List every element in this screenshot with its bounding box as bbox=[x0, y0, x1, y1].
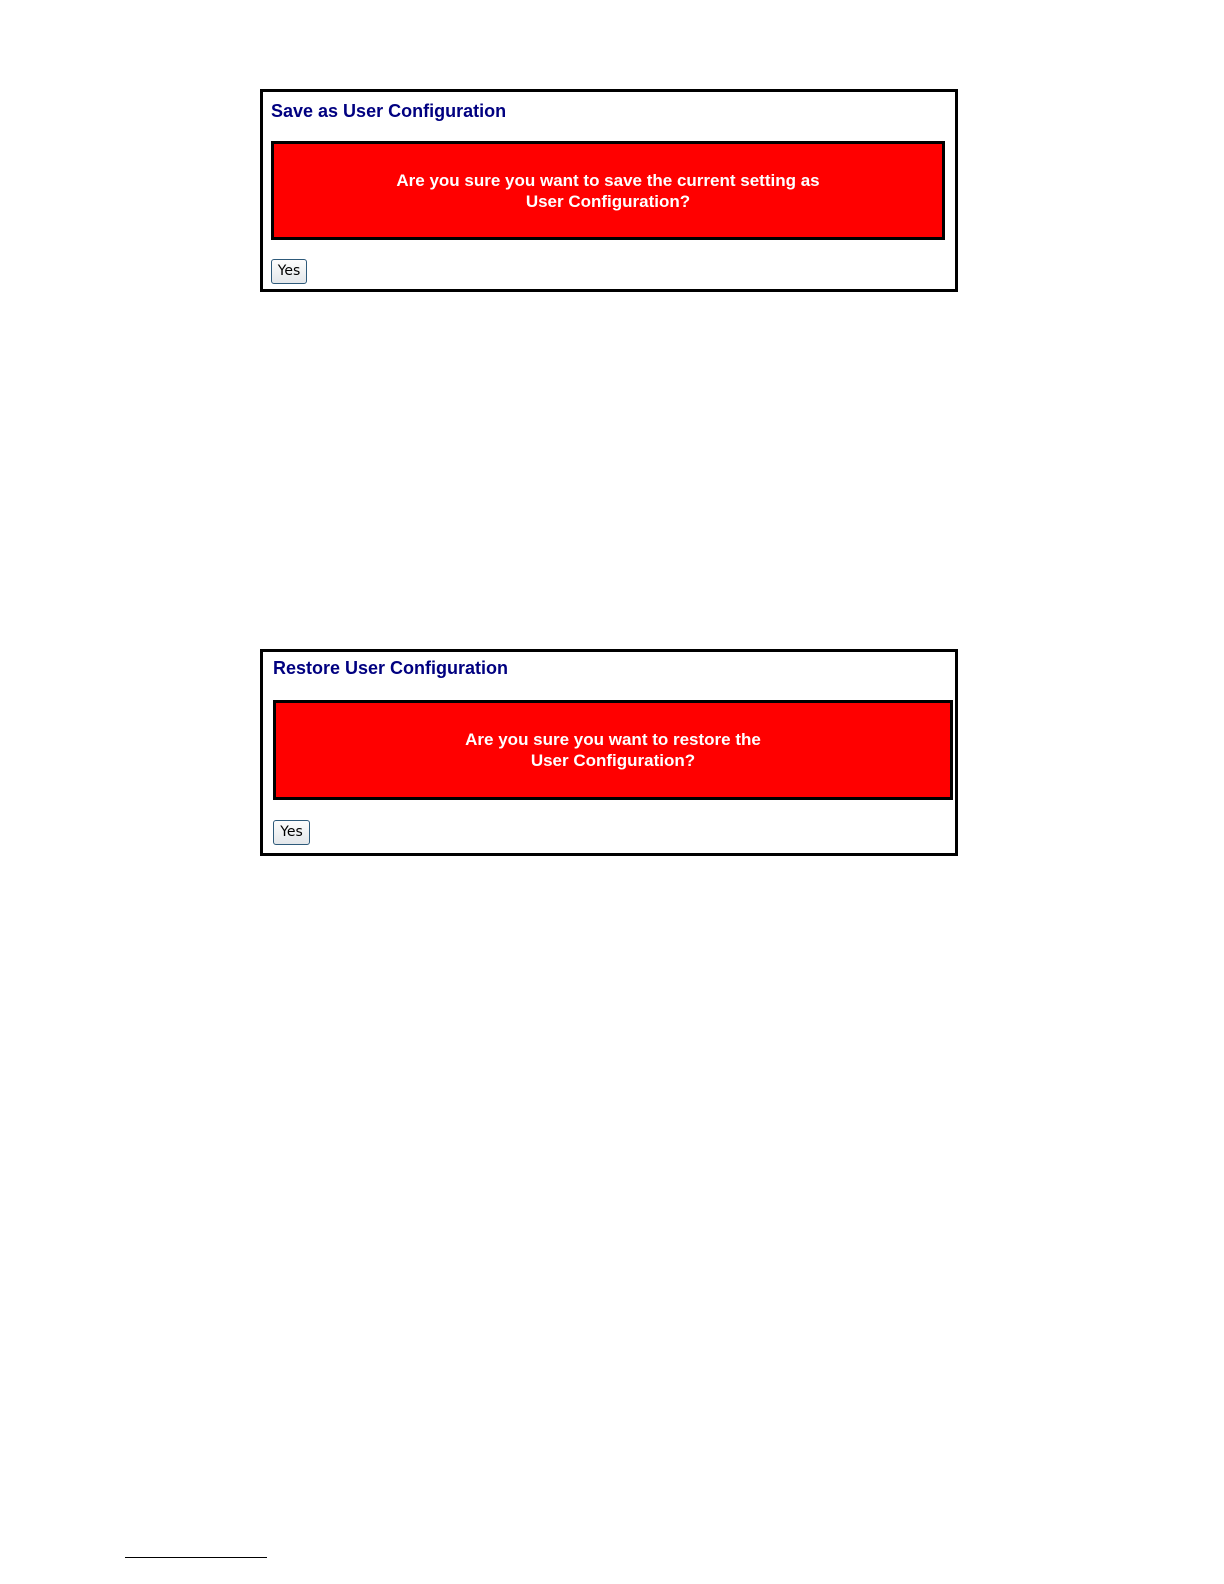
restore-warning-line-1: Are you sure you want to restore the bbox=[465, 730, 761, 749]
restore-panel-title: Restore User Configuration bbox=[273, 658, 509, 678]
restore-warning-box bbox=[273, 700, 953, 800]
save-warning-line-2: User Configuration? bbox=[525, 191, 691, 211]
save-yes-button[interactable]: Yes bbox=[271, 259, 307, 284]
footnote-divider bbox=[125, 1557, 267, 1558]
save-panel-title: Save as User Configuration bbox=[271, 101, 507, 121]
restore-yes-button[interactable]: Yes bbox=[273, 820, 310, 845]
restore-warning-line-2: User Configuration? bbox=[530, 751, 696, 770]
save-user-config-panel bbox=[260, 89, 958, 292]
save-warning-line-1: Are you sure you want to save the current setting as bbox=[396, 170, 820, 190]
restore-user-config-panel bbox=[260, 649, 958, 856]
save-warning-box bbox=[271, 141, 945, 240]
